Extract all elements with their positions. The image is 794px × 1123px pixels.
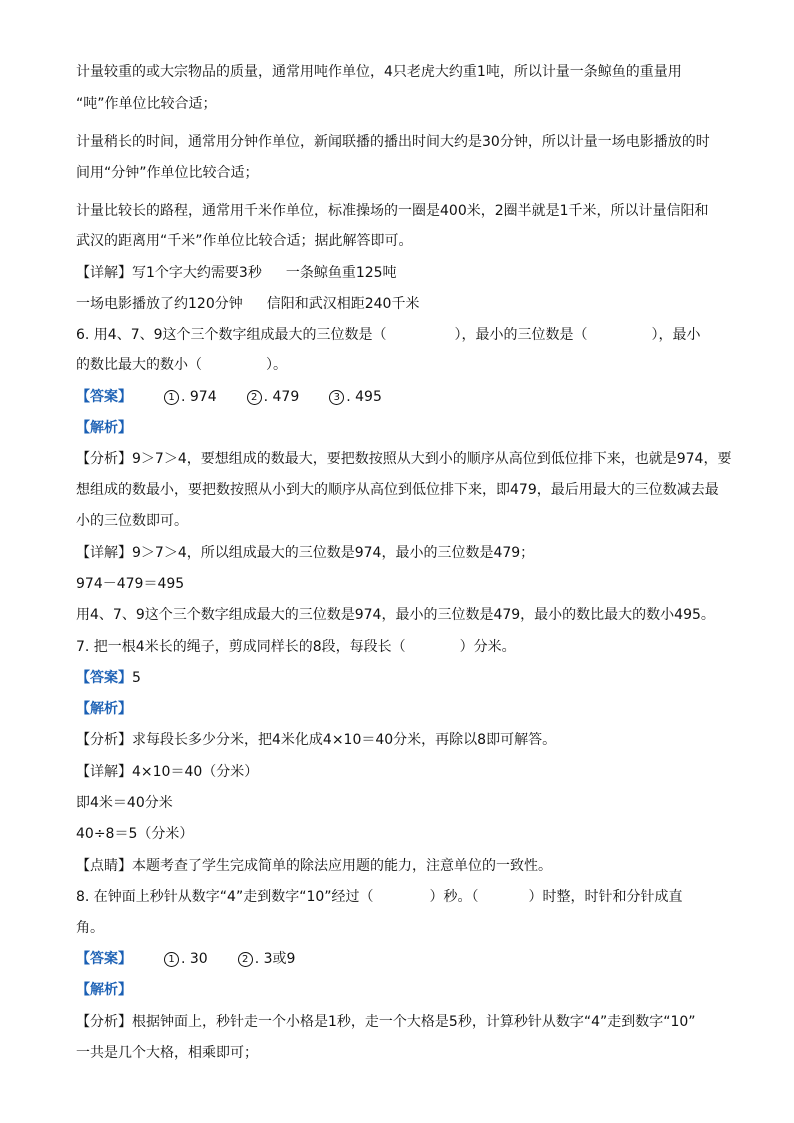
section-tag-comment: 【点睛】 <box>76 858 132 874</box>
text-line: 武汉的距离用“千米”作单位比较合适；据此解答即可。 <box>76 233 413 249</box>
answer-value: . 479 <box>263 389 300 405</box>
question-text: 6. 用4、7、9这个三个数字组成最大的三位数是（ <box>76 327 387 343</box>
analysis-line: 想组成的数最小，要把数按照从小到大的顺序从高位到低位排下来，即479，最后用最大的三位数减去最 <box>76 482 719 498</box>
detail-text: 一场电影播放了约120分钟 <box>76 296 243 312</box>
analysis-text: 求每段长多少分米，把4米化成4×10＝40分米，再除以8即可解答。 <box>132 732 557 748</box>
circled-number-icon: 2 <box>247 390 262 405</box>
section-tag-analysis: 【解析】 <box>76 982 132 998</box>
question-text: ）秒。（ <box>429 889 479 905</box>
circled-number-icon: 2 <box>238 952 253 967</box>
answer-value: . 3或9 <box>254 951 296 967</box>
question-text: ）时整，时针和分针成直 <box>528 889 683 905</box>
answer-line <box>76 387 382 407</box>
question-text: ）分米。 <box>459 639 516 655</box>
question-text: 的数比最大的数小（ <box>76 357 202 373</box>
detail-text: 信阳和武汉相距240千米 <box>266 296 420 312</box>
detail-text: 9＞7＞4，所以组成最大的三位数是974，最小的三位数是479； <box>132 545 535 561</box>
detail-line <box>76 294 419 314</box>
equation-line: 40÷8＝5（分米） <box>76 826 194 842</box>
analysis-line <box>76 730 556 750</box>
question-8-cont: 角。 <box>76 920 104 936</box>
text-line: “吨”作单位比较合适； <box>76 96 217 112</box>
section-tag-detail: 【详解】 <box>76 265 132 281</box>
answer-value: 5 <box>132 670 141 686</box>
analysis-line: 小的三位数即可。 <box>76 513 188 529</box>
section-tag-detail: 【详解】 <box>76 545 132 561</box>
comment-text: 本题考查了学生完成简单的除法应用题的能力，注意单位的一致性。 <box>132 858 552 874</box>
section-tag-answer: 【答案】 <box>76 951 132 967</box>
detail-text: 写1个字大约需要3秒 <box>132 265 262 281</box>
analysis-line <box>76 449 731 469</box>
question-6 <box>76 325 701 345</box>
question-text: 7. 把一根4米长的绳子，剪成同样长的8段，每段长（ <box>76 639 406 655</box>
comment-line <box>76 856 552 876</box>
detail-text: 4×10＝40（分米） <box>132 764 259 780</box>
circled-number-icon: 1 <box>164 390 179 405</box>
answer-line <box>76 668 141 688</box>
equation-line: 974－479＝495 <box>76 576 185 592</box>
detail-line <box>76 263 397 283</box>
answer-value: . 974 <box>181 389 217 405</box>
section-tag-detail: 【详解】 <box>76 764 132 780</box>
section-tag-answer: 【答案】 <box>76 389 132 405</box>
question-text: ），最小 <box>651 327 701 343</box>
question-text: ）。 <box>266 357 287 373</box>
text-line: 计量稍长的时间，通常用分钟作单位，新闻联播的播出时间大约是30分钟，所以计量一场电影播放的时 <box>76 134 710 150</box>
question-6-cont <box>76 355 287 375</box>
text-line: 间用“分钟”作单位比较合适； <box>76 165 259 181</box>
question-8 <box>76 887 683 907</box>
section-tag-analysis: 【解析】 <box>76 701 132 717</box>
detail-line <box>76 762 258 782</box>
section-tag-answer: 【答案】 <box>76 670 132 686</box>
text-line: 计量比较长的路程，通常用千米作单位，标准操场的一圈是400米，2圈半就是1千米，所以计量信阳和 <box>76 203 709 219</box>
text-line: 计量较重的或大宗物品的质量，通常用吨作单位，4只老虎大约重1吨，所以计量一条鲸鱼的重量用 <box>76 64 682 80</box>
question-7 <box>76 637 516 657</box>
answer-value: . 30 <box>181 951 208 967</box>
question-text: 8. 在钟面上秒针从数字“4”走到数字“10”经过（ <box>76 889 374 905</box>
analysis-line: 一共是几个大格，相乘即可； <box>76 1045 258 1061</box>
circled-number-icon: 3 <box>329 390 344 405</box>
detail-line <box>76 543 534 563</box>
equation-line: 即4米＝40分米 <box>76 795 173 811</box>
circled-number-icon: 1 <box>164 952 179 967</box>
analysis-text: 9＞7＞4，要想组成的数最大，要把数按照从大到小的顺序从高位到低位排下来，也就是974，要 <box>132 451 732 467</box>
answer-value: . 495 <box>346 389 382 405</box>
question-text: ），最小的三位数是（ <box>454 327 588 343</box>
answer-line <box>76 949 295 969</box>
section-tag-fenxi: 【分析】 <box>76 1014 132 1030</box>
detail-text: 一条鲸鱼重125吨 <box>285 265 397 281</box>
detail-line: 用4、7、9这个三个数字组成最大的三位数是974，最小的三位数是479，最小的数比最大的数小495。 <box>76 607 715 623</box>
section-tag-fenxi: 【分析】 <box>76 451 132 467</box>
section-tag-analysis: 【解析】 <box>76 420 132 436</box>
analysis-line <box>76 1012 696 1032</box>
section-tag-fenxi: 【分析】 <box>76 732 132 748</box>
analysis-text: 根据钟面上，秒针走一个小格是1秒，走一个大格是5秒，计算秒针从数字“4”走到数字“10” <box>132 1014 696 1030</box>
